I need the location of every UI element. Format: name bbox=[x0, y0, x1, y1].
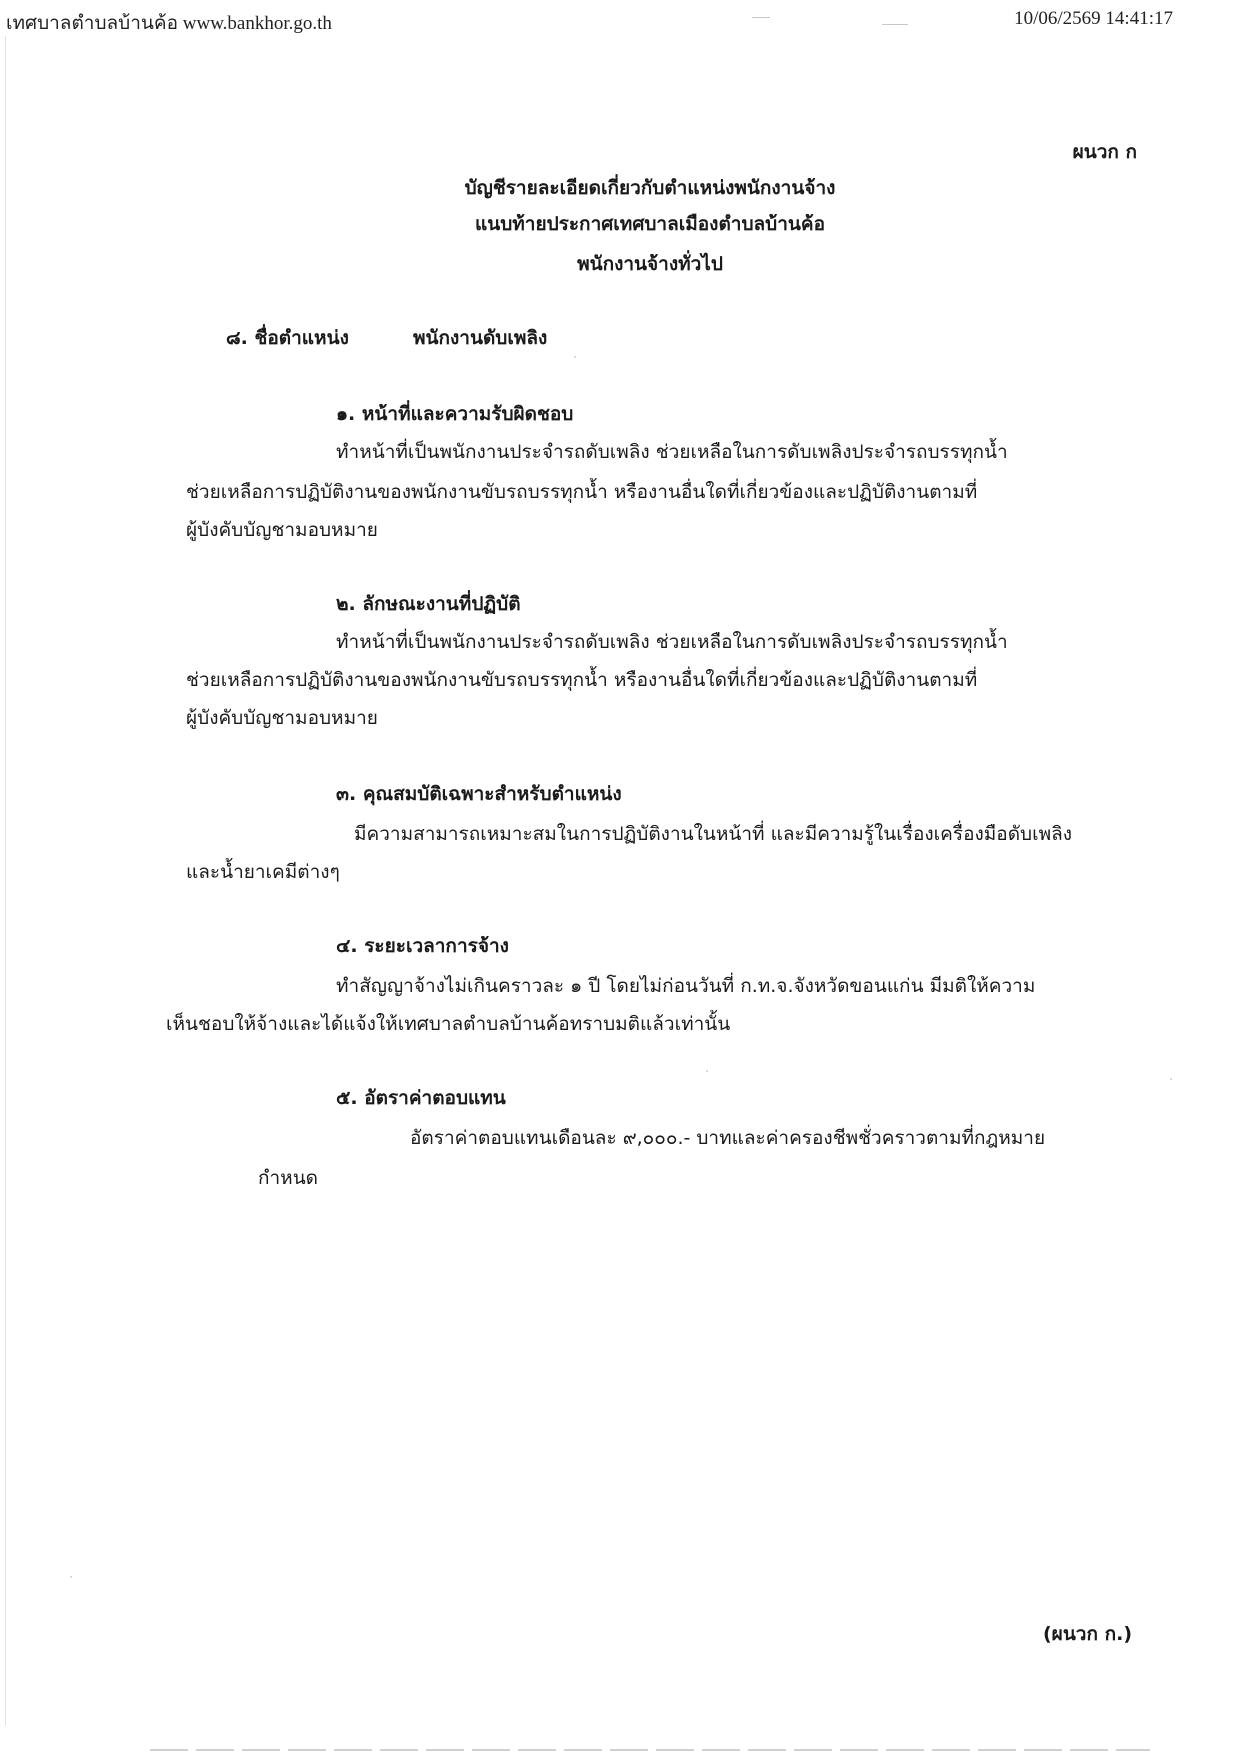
print-timestamp: 10/06/2569 14:41:17 bbox=[1014, 8, 1173, 29]
section-1-line-2: ช่วยเหลือการปฏิบัติงานของพนักงานขับรถบรรทุกน้ำ หรืองานอื่นใดที่เกี่ยวข้องและปฏิบัติงานตามที่ bbox=[186, 481, 978, 503]
scan-edge-bottom bbox=[150, 1749, 1150, 1751]
page-header bbox=[0, 0, 1241, 40]
section-5-heading: ๕. อัตราค่าตอบแทน bbox=[336, 1087, 506, 1109]
document-title-line-3: พนักงานจ้างทั่วไป bbox=[577, 253, 723, 275]
scan-speck bbox=[70, 1576, 72, 1578]
section-2-line-2: ช่วยเหลือการปฏิบัติงานของพนักงานขับรถบรรทุกน้ำ หรืองานอื่นใดที่เกี่ยวข้องและปฏิบัติงานตามที่ bbox=[186, 669, 978, 691]
section-3-line-2: และน้ำยาเคมีต่างๆ bbox=[186, 861, 340, 883]
section-2-heading: ๒. ลักษณะงานที่ปฏิบัติ bbox=[336, 593, 521, 615]
scan-speck bbox=[1170, 1078, 1172, 1080]
footer-annex-label: (ผนวก ก.) bbox=[1043, 1623, 1132, 1645]
scan-mark bbox=[882, 24, 908, 25]
annex-label: ผนวก ก bbox=[1072, 141, 1137, 163]
section-1-heading: ๑. หน้าที่และความรับผิดชอบ bbox=[336, 403, 574, 425]
section-3-heading: ๓. คุณสมบัติเฉพาะสำหรับตำแหน่ง bbox=[336, 783, 622, 805]
section-4-line-1: ทำสัญญาจ้างไม่เกินคราวละ ๑ ปี โดยไม่ก่อนวันที่ ก.ท.จ.จังหวัดขอนแก่น มีมติให้ความ bbox=[336, 975, 1036, 997]
section-1-line-1: ทำหน้าที่เป็นพนักงานประจำรถดับเพลิง ช่วยเหลือในการดับเพลิงประจำรถบรรทุกน้ำ bbox=[336, 441, 1008, 463]
scan-edge-left bbox=[5, 36, 6, 1726]
document-title-line-2: แนบท้ายประกาศเทศบาลเมืองตำบลบ้านค้อ bbox=[474, 213, 826, 235]
source-site-label: เทศบาลตำบลบ้านค้อ www.bankhor.go.th bbox=[6, 13, 332, 34]
section-3-line-1: มีความสามารถเหมาะสมในการปฏิบัติงานในหน้าที่ และมีความรู้ในเรื่องเครื่องมือดับเพลิง bbox=[354, 823, 1073, 845]
position-number-label: ๘. ชื่อตำแหน่ง bbox=[226, 327, 349, 349]
document-title-line-1: บัญชีรายละเอียดเกี่ยวกับตำแหน่งพนักงานจ้าง bbox=[464, 177, 836, 199]
section-2-line-1: ทำหน้าที่เป็นพนักงานประจำรถดับเพลิง ช่วยเหลือในการดับเพลิงประจำรถบรรทุกน้ำ bbox=[336, 631, 1008, 653]
scan-speck bbox=[574, 356, 576, 358]
section-5-line-2: กำหนด bbox=[258, 1167, 319, 1189]
section-2-line-3: ผู้บังคับบัญชามอบหมาย bbox=[186, 707, 378, 729]
scan-mark bbox=[752, 17, 770, 18]
scan-speck bbox=[706, 1070, 708, 1072]
section-5-line-1: อัตราค่าตอบแทนเดือนละ ๙,๐๐๐.- บาทและค่าครองชีพชั่วคราวตามที่กฎหมาย bbox=[410, 1127, 1046, 1149]
section-1-line-3: ผู้บังคับบัญชามอบหมาย bbox=[186, 519, 378, 541]
position-name: พนักงานดับเพลิง bbox=[413, 327, 548, 349]
section-4-heading: ๔. ระยะเวลาการจ้าง bbox=[336, 935, 509, 957]
section-4-line-2: เห็นชอบให้จ้างและได้แจ้งให้เทศบาลตำบลบ้านค้อทราบมติแล้วเท่านั้น bbox=[166, 1013, 731, 1035]
